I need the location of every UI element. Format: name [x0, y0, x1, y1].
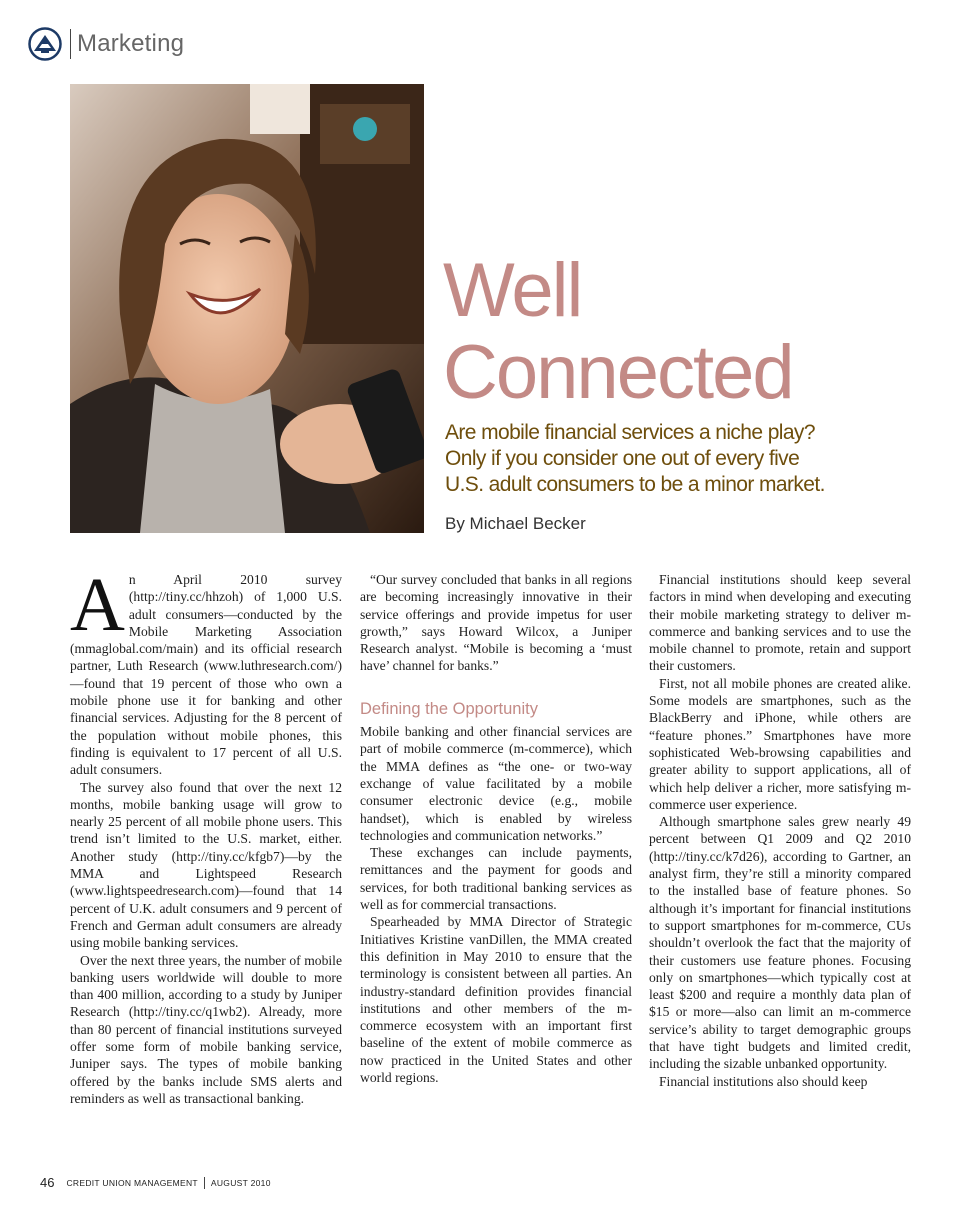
drop-cap: A [70, 563, 125, 647]
paragraph: Over the next three years, the number of mobile banking users worldwide will double to more than 400 million, according to a study by Juniper Research (http://tiny.cc/q1wb2). Already, more than 80 percent of financial institutions surveyed offer some form of mobile banking service, Juniper says. The types of mobile banking offered by the banks include SMS alerts and reminders as well as transactional banking. [70, 952, 342, 1106]
article-column-1 [70, 563, 342, 1107]
title-line-2: Connected [443, 330, 793, 415]
page-footer [40, 1175, 271, 1190]
paragraph: Although smartphone sales grew nearly 49 percent between Q1 2009 and Q2 2010 (http://tiny.cc/k7d26), according to Gartner, an analyst firm, they’re still a minority compared to the installed base of feature phones. So although it’s important for financial institutions to support smartphones for m-commerce, CUs shouldn’t overlook the fact that the majority of their customers use feature phones. Focusing only on smartphones—which typically cost at least $200 and require a monthly data plan of $15 or more—also can limit an m-commerce service’s ability to target demographic groups that have tight budgets and limited credit, including the sizable unbanked opportunity. [649, 814, 911, 1072]
paragraph: First, not all mobile phones are created alike. Some models are smartphones, such as the BlackBerry and iPhone, while others are “feature phones.” Smartphones have more sophisticated Web-browsing capabilities and greater ability to support applications, all of which help deliver a richer, more satisfying m-commerce user experience. [649, 675, 911, 812]
article-deck [445, 420, 915, 498]
deck-line-3: U.S. adult consumers to be a minor market. [445, 473, 825, 496]
article-column-2 [360, 571, 632, 1086]
paragraph: Financial institutions should keep several factors in mind when developing and executing their mobile marketing strategy to deliver m-commerce and banking services and to use the mobile channel to promote, retain and support their customers. [649, 572, 911, 674]
article-title [443, 250, 793, 414]
paragraph: These exchanges can include payments, remittances and the payment for goods and services, for both traditional banking services as well as for commercial transactions. [360, 845, 632, 913]
header-divider [70, 29, 71, 59]
paragraph: “Our survey concluded that banks in all regions are becoming increasingly innovative in their service offerings and provide impetus for user growth,” says Howard Wilcox, a Juniper Research analyst. “Mobile is becoming a ‘must have’ channel for banks.” [360, 572, 632, 674]
issue-date: AUGUST 2010 [210, 1177, 271, 1188]
paragraph: The survey also found that over the next 12 months, mobile banking usage will grow to nearly 25 percent of all mobile phone users. This trend isn’t limited to the U.S. market, either. Another study (http://tiny.cc/kfgb7)—by the MMA and Lightspeed Research (www.lightspeedresearch.com)—found that 14 percent of U.K. adult consumers and 9 percent of French and German adult consumers are already using mobile banking services. [70, 779, 342, 951]
section-name: Marketing [77, 30, 185, 57]
cuna-logo-icon [28, 27, 62, 61]
page-header [28, 26, 184, 62]
deck-line-1: Are mobile financial services a niche play? [445, 421, 815, 444]
paragraph: Mobile banking and other financial services are part of mobile commerce (m-commerce), which the MMA defines as “the one- or two-way exchange of value facilitated by a mobile consumer electronic device (e.g., mobile handset), which is enabled by wireless technologies and communication networks.” [360, 724, 632, 843]
feature-photo [70, 84, 424, 533]
paragraph-text: n April 2010 survey (http://tiny.cc/hhzoh) of 1,000 U.S. adult consumers—conducted by the Mobile Marketing Association (mmaglobal.com/main) and its official research partner, Luth Research (www.luthresearch.com/)—found that 19 percent of those who own a mobile phone use it for banking and other financial services. Adjusting for the 8 percent of the population without mobile phones, this finding is equivalent to 17 percent of all U.S. adult consumers. [70, 572, 342, 778]
footer-divider [204, 1177, 205, 1189]
paragraph: Spearheaded by MMA Director of Strategic Initiatives Kristine vanDillen, the MMA created this definition in May 2010 to ensure that the terminology is consistent between all parties. An industry-standard definition provides financial institutions and other members of the m-commerce ecosystem with an important first baseline of the extent of mobile commerce as now practiced in the United States and other world regions. [360, 914, 632, 1086]
paragraph: Financial institutions also should keep [659, 1073, 868, 1089]
page-number: 46 [40, 1175, 55, 1190]
title-line-1: Well [443, 248, 582, 333]
paragraph [70, 563, 342, 779]
publication-name: CREDIT UNION MANAGEMENT [66, 1177, 198, 1188]
byline: By Michael Becker [445, 514, 586, 533]
subhead: Defining the Opportunity [360, 699, 538, 718]
article-column-3 [649, 571, 911, 1090]
deck-line-2: Only if you consider one out of every five [445, 447, 800, 470]
